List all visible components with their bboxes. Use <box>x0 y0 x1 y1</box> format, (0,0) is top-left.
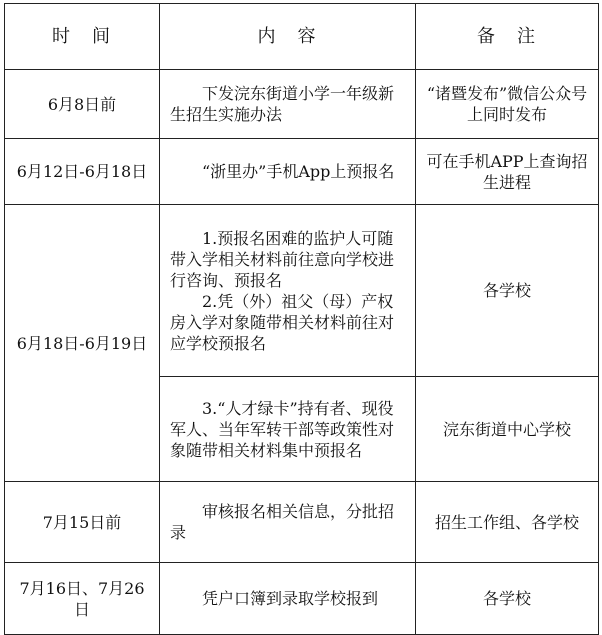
table-row <box>5 139 599 205</box>
content-text: 凭户口簿到录取学校报到 <box>202 589 379 608</box>
content-item: 2.凭（外）祖父（母）产权房入学对象随带相关材料前往对应学校预报名 <box>170 291 395 353</box>
content-cell <box>160 482 416 563</box>
table-row <box>5 70 599 139</box>
note-cell: 可在手机APP上查询招生进程 <box>416 139 599 205</box>
time-cell: 6月8日前 <box>5 70 160 139</box>
header-note: 备 注 <box>416 4 599 70</box>
content-text: 审核报名相关信息，分批招录 <box>170 502 395 542</box>
content-cell <box>160 205 416 377</box>
content-text: “浙里办”手机App上预报名 <box>202 162 395 181</box>
header-time: 时 间 <box>5 4 160 70</box>
header-content: 内 容 <box>160 4 416 70</box>
content-item: 3.“人才绿卡”持有者、现役军人、当年军转干部等政策性对象随带相关材料集中预报名 <box>170 398 395 460</box>
content-cell <box>160 70 416 139</box>
note-cell: “诸暨发布”微信公众号上同时发布 <box>416 70 599 139</box>
note-cell: 招生工作组、各学校 <box>416 482 599 563</box>
table-row <box>5 482 599 563</box>
content-cell <box>160 563 416 635</box>
table-row <box>5 205 599 377</box>
time-cell: 6月18日-6月19日 <box>5 205 160 482</box>
content-item: 1.预报名困难的监护人可随带入学相关材料前往意向学校进行咨询、预报名 <box>170 228 395 290</box>
note-cell: 浣东街道中心学校 <box>416 377 599 482</box>
content-cell <box>160 377 416 482</box>
content-cell <box>160 139 416 205</box>
time-cell: 7月16日、7月26日 <box>5 563 160 635</box>
time-cell: 6月12日-6月18日 <box>5 139 160 205</box>
table-row <box>5 563 599 635</box>
time-cell: 7月15日前 <box>5 482 160 563</box>
enrollment-schedule-table <box>4 3 599 635</box>
table-header-row <box>5 4 599 70</box>
note-cell: 各学校 <box>416 563 599 635</box>
note-cell: 各学校 <box>416 205 599 377</box>
content-text: 下发浣东街道小学一年级新生招生实施办法 <box>170 84 395 124</box>
